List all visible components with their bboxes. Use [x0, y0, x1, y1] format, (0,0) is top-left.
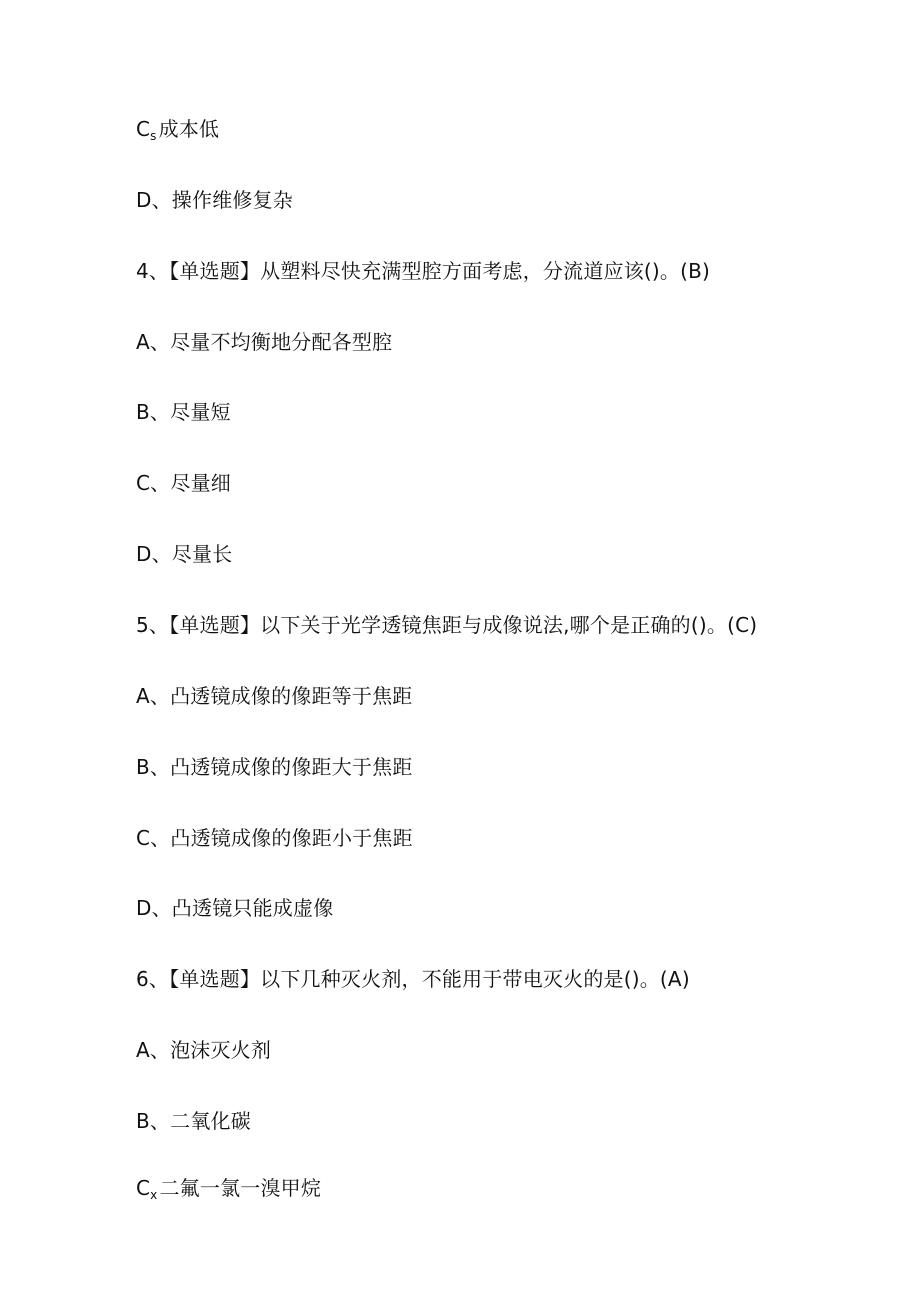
option-subscript: s — [150, 129, 157, 143]
option-c-q3 — [136, 116, 219, 149]
option-subscript: x — [150, 1188, 158, 1202]
question-5: 5、【单选题】以下关于光学透镜焦距与成像说法,哪个是正确的()。(C) — [136, 613, 758, 637]
option-letter: C — [136, 117, 151, 141]
option-c-q4: C、尽量细 — [136, 471, 231, 495]
option-c-q5: C、凸透镜成像的像距小于焦距 — [136, 826, 413, 850]
option-text: 成本低 — [158, 117, 220, 141]
option-d-q4: D、尽量长 — [136, 542, 233, 566]
option-c-q6 — [136, 1175, 321, 1208]
option-a-q5: A、凸透镜成像的像距等于焦距 — [136, 684, 413, 708]
question-4: 4、【单选题】从塑料尽快充满型腔方面考虑，分流道应该()。(B) — [136, 259, 711, 283]
option-a-q4: A、尽量不均衡地分配各型腔 — [136, 330, 393, 354]
option-text: 二氟一氯一溴甲烷 — [159, 1176, 322, 1200]
option-d-q5: D、凸透镜只能成虚像 — [136, 896, 334, 920]
option-b-q6: B、二氧化碳 — [136, 1109, 251, 1133]
option-b-q5: B、凸透镜成像的像距大于焦距 — [136, 755, 413, 779]
option-d-q3: D、操作维修复杂 — [136, 188, 294, 212]
option-b-q4: B、尽量短 — [136, 400, 231, 424]
option-a-q6: A、泡沫灭火剂 — [136, 1038, 272, 1062]
question-6: 6、【单选题】以下几种灭火剂，不能用于带电灭火的是()。(A) — [136, 967, 690, 991]
option-letter: C — [136, 1176, 151, 1200]
